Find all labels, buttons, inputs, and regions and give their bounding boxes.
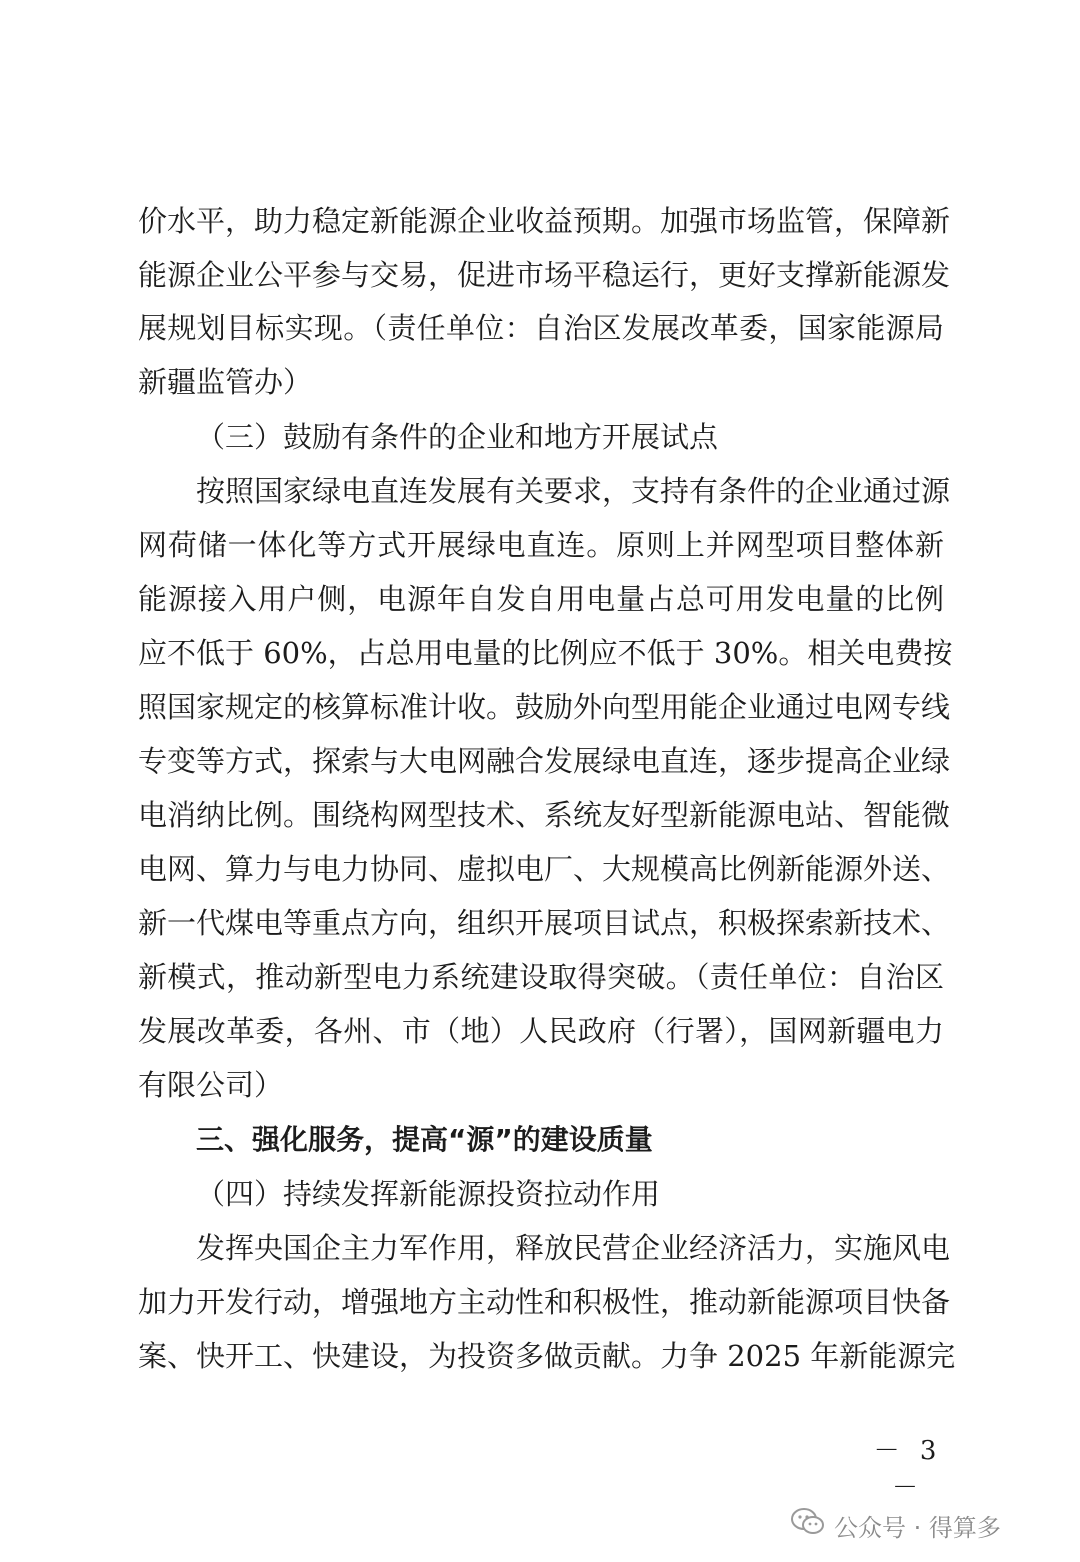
watermark-text: 公众号 · 得算多 xyxy=(834,1513,1001,1542)
body-line: 新一代煤电等重点方向，组织开展项目试点，积极探索新技术、 xyxy=(138,906,951,940)
body-line: 网荷储一体化等方式开展绿电直连。原则上并网型项目整体新 xyxy=(138,528,944,562)
body-line: 照国家规定的核算标准计收。鼓励外向型用能企业通过电网专线 xyxy=(138,690,951,724)
body-line: 有限公司） xyxy=(138,1068,284,1102)
body-line: 价水平，助力稳定新能源企业收益预期。加强市场监管，保障新 xyxy=(138,204,951,238)
body-line: 电网、算力与电力协同、虚拟电厂、大规模高比例新能源外送、 xyxy=(138,852,951,886)
body-line: 发展改革委，各州、市（地）人民政府（行署），国网新疆电力 xyxy=(138,1014,944,1048)
body-line: 新模式，推动新型电力系统建设取得突破。（责任单位：自治区 xyxy=(138,960,944,994)
watermark xyxy=(790,1505,1001,1545)
section-heading: 三、强化服务，提高“源”的建设质量 xyxy=(196,1123,653,1156)
body-line: 展规划目标实现。（责任单位：自治区发展改革委，国家能源局 xyxy=(138,311,944,345)
body-line: 发挥央国企主力军作用，释放民营企业经济活力，实施风电 xyxy=(196,1231,951,1265)
section-subheading: （三）鼓励有条件的企业和地方开展试点 xyxy=(196,420,719,454)
body-line: 能源企业公平参与交易，促进市场平稳运行，更好支撑新能源发 xyxy=(138,258,951,292)
body-line: 加力开发行动，增强地方主动性和积极性，推动新能源项目快备 xyxy=(138,1285,951,1319)
body-line: 案、快开工、快建设，为投资多做贡献。力争 2025 年新能源完 xyxy=(138,1339,956,1373)
body-line: 应不低于 60%，占总用电量的比例应不低于 30%。相关电费按 xyxy=(138,636,953,670)
body-line: 专变等方式，探索与大电网融合发展绿电直连，逐步提高企业绿 xyxy=(138,744,951,778)
body-line: 能源接入用户侧，电源年自发自用电量占总可用发电量的比例 xyxy=(138,582,944,616)
body-line: 新疆监管办） xyxy=(138,365,313,399)
body-line: 按照国家绿电直连发展有关要求，支持有条件的企业通过源 xyxy=(196,474,951,508)
body-line: 电消纳比例。围绕构网型技术、系统友好型新能源电站、智能微 xyxy=(138,798,951,832)
section-subheading: （四）持续发挥新能源投资拉动作用 xyxy=(196,1177,661,1211)
wechat-icon xyxy=(790,1507,826,1543)
page-number: － 3 － xyxy=(873,1436,943,1503)
